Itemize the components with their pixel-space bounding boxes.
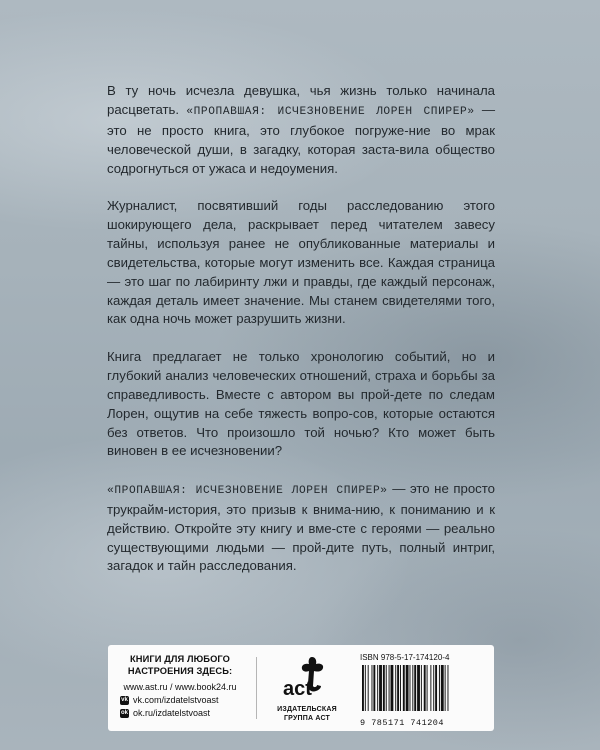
- vk-icon: vk: [121, 697, 128, 703]
- barcode-bar: [421, 665, 422, 711]
- blurb-paragraph-4: [107, 480, 495, 577]
- barcode-bar: [433, 665, 434, 711]
- barcode-bar: [448, 665, 449, 711]
- publisher-logo-block: [264, 653, 350, 723]
- barcode: [358, 663, 482, 713]
- barcode-bar: [430, 665, 431, 711]
- barcode-bar: [365, 665, 366, 711]
- barcode-bar: [412, 665, 413, 711]
- barcode-bar: [424, 665, 426, 711]
- barcode-bar: [368, 665, 369, 711]
- blurb-p1-book-title: «ПРОПАВШАЯ: ИСЧЕЗНОВЕНИЕ ЛОРЕН СПИРЕР»: [186, 105, 475, 118]
- vk-link-text: vk.com/izdatelstvoast: [133, 695, 219, 705]
- panel-divider: [256, 657, 257, 719]
- barcode-bar: [441, 665, 444, 711]
- barcode-bar: [417, 665, 420, 711]
- barcode-bar: [389, 665, 390, 711]
- barcode-bar: [410, 665, 411, 711]
- publisher-name-line-1: ИЗДАТЕЛЬСКАЯ: [277, 706, 337, 713]
- blurb-paragraph-1: [107, 82, 495, 179]
- blurb-text: [107, 82, 495, 595]
- barcode-bar: [391, 665, 394, 711]
- barcode-bar: [406, 665, 409, 711]
- barcode-bar: [377, 665, 378, 711]
- ast-logo-text: act: [283, 678, 312, 700]
- tagline: [120, 654, 240, 677]
- blurb-p1-intro: В ту ночь исчезла девушка, чья жизнь только начинала расцветать.: [107, 83, 495, 117]
- isbn-block: [358, 653, 486, 728]
- tagline-line-1: КНИГИ ДЛЯ ЛЮБОГО: [129, 654, 231, 664]
- barcode-bar: [414, 665, 416, 711]
- barcode-bar: [400, 665, 401, 711]
- ok-link[interactable]: [120, 707, 240, 720]
- barcode-bar: [362, 665, 364, 711]
- barcode-bar: [403, 665, 405, 711]
- ast-logo: [281, 653, 333, 703]
- barcode-bar: [427, 665, 428, 711]
- barcode-bar: [395, 665, 396, 711]
- blurb-p1-rest: — это не просто книга, это глубокое погруже-ние во мрак человеческой души, в загадку, которая заста-вила общество содрогнуться от ужаса и недоумения.: [107, 101, 496, 176]
- isbn-number: ISBN 978-5-17-174120-4: [360, 653, 450, 662]
- blurb-paragraph-3: Книга предлагает не только хронологию событий, но и глубокий анализ человеческих отношений, страха и борьбы за справедливость. Вместе с автором вы прой-дете по следам Лорен, ощутив на себе тяжесть вопро-сов, которые остаются без ответов. Что произошло той ночью? Кто может быть виновен в ее исчезновении?: [107, 348, 495, 459]
- blurb-paragraph-2: Журналист, посвятивший годы расследованию этого шокирующего дела, раскрывает перед читателем завесу тайны, используя ранее не опубликованные материалы и свидетельства, которые могут изменить все. Каждая страница — это шаг по лабиринту лжи и правды, где каждый персонаж, каждая деталь имеет значение. Мы станем свидетелями того, как одна ночь может разрушить жизни.: [107, 198, 495, 327]
- publisher-name: [264, 705, 350, 723]
- vk-link[interactable]: [120, 694, 240, 707]
- barcode-bar: [386, 665, 387, 711]
- tagline-line-2: НАСТРОЕНИЯ ЗДЕСЬ:: [127, 665, 233, 676]
- barcode-bar: [383, 665, 385, 711]
- barcode-bar: [379, 665, 382, 711]
- blurb-p4-book-title: «ПРОПАВШАЯ: ИСЧЕЗНОВЕНИЕ ЛОРЕН СПИРЕР»: [107, 484, 388, 497]
- publisher-panel: [108, 645, 494, 731]
- website-links[interactable]: www.ast.ru / www.book24.ru: [123, 682, 237, 692]
- barcode-bar: [445, 665, 446, 711]
- publisher-contacts: [120, 654, 240, 720]
- blurb-p4-rest: — это не просто трукрайм-история, это призыв к внима-нию, к пониманию и к действию. Откройте эту книгу и вме-сте с героями — реально существующими людьми — прой-дите путь, полный интриг, загадок и тайн расследования.: [107, 480, 495, 574]
- barcode-digits: 9 785171 741204: [360, 718, 445, 728]
- publisher-name-line-2: ГРУППА АСТ: [284, 715, 330, 722]
- barcode-bar: [435, 665, 437, 711]
- ok-link-text: ok.ru/izdatelstvoast: [133, 708, 211, 718]
- barcode-bar: [439, 665, 440, 711]
- ok-icon: ok: [120, 710, 128, 716]
- barcode-bar: [397, 665, 399, 711]
- barcode-bar: [373, 665, 375, 711]
- barcode-bar: [372, 665, 373, 711]
